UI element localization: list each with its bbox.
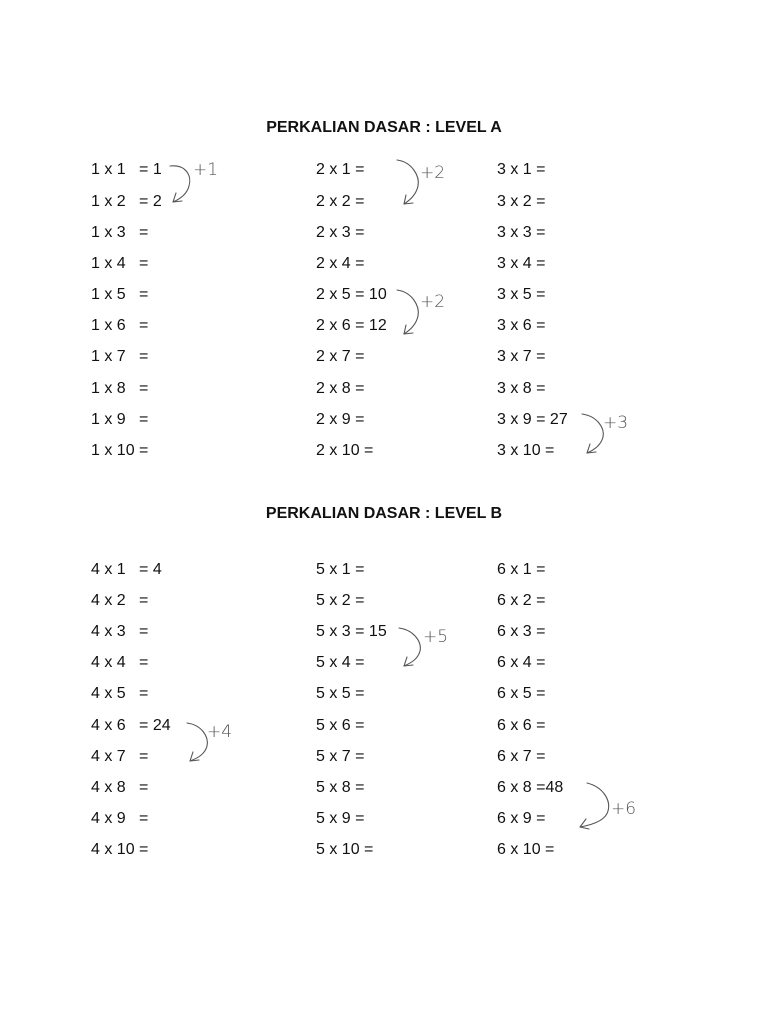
level-b-col2-row: 5 x 9 = [316,810,365,827]
level-b-col1-row: 4 x 8 = [91,779,149,796]
level-a-col2-row: 2 x 7 = [316,348,365,365]
level-a-col3-row: 3 x 6 = [497,317,546,334]
increment-arrow-icon [397,160,445,204]
level-b-col2-row: 5 x 3 = 15 [316,623,387,640]
increment-arrow-icon [170,160,218,202]
level-a-col1-row: 1 x 9 = [91,411,149,428]
level-a-col3-row: 3 x 3 = [497,224,546,241]
level-b-col3-row: 6 x 2 = [497,592,546,609]
increment-arrow-icon [582,413,628,453]
level-b-col3-row: 6 x 3 = [497,623,546,640]
level-b-col3-row: 6 x 1 = [497,561,546,578]
level-b-col1-row: 4 x 9 = [91,810,149,827]
level-b-col2-row: 5 x 8 = [316,779,365,796]
level-b-col1-row: 4 x 2 = [91,592,149,609]
level-b-col3-row: 6 x 10 = [497,841,555,858]
increment-label: +6 [611,799,637,819]
level-a-col1-row: 1 x 4 = [91,255,149,272]
level-a-col2-row: 2 x 1 = [316,161,365,178]
level-a-col2-row: 2 x 9 = [316,411,365,428]
level-a-col3-row: 3 x 10 = [497,442,555,459]
level-b-col3-row: 6 x 4 = [497,654,546,671]
level-b-title: PERKALIAN DASAR : LEVEL B [265,505,503,522]
increment-label: +3 [603,413,629,433]
level-a-col2-row: 2 x 5 = 10 [316,286,387,303]
level-a-col3-row: 3 x 9 = 27 [497,411,568,428]
increment-label: +2 [420,292,446,312]
level-a-col3-row: 3 x 2 = [497,193,546,210]
level-a-col1-row: 1 x 1 = 1 [91,161,162,178]
level-b-col1-row: 4 x 10 = [91,841,149,858]
level-a-col1-row: 1 x 3 = [91,224,149,241]
level-b-col2-row: 5 x 4 = [316,654,365,671]
level-b-col3-row: 6 x 9 = [497,810,546,827]
level-a-col3-row: 3 x 1 = [497,161,546,178]
level-a-col2-row: 2 x 10 = [316,442,374,459]
level-b-col2-row: 5 x 2 = [316,592,365,609]
level-b-col2-row: 5 x 10 = [316,841,374,858]
level-a-col2-row: 2 x 4 = [316,255,365,272]
level-b-col3-row: 6 x 7 = [497,748,546,765]
increment-arrow-icon [399,627,448,666]
level-a-col3-row: 3 x 4 = [497,255,546,272]
level-a-col1-row: 1 x 6 = [91,317,149,334]
increment-label: +2 [420,163,446,183]
level-b-col1-row: 4 x 7 = [91,748,149,765]
level-a-col1-row: 1 x 10 = [91,442,149,459]
increment-label: +1 [193,160,219,180]
level-a-col2-row: 2 x 6 = 12 [316,317,387,334]
level-b-col1-row: 4 x 1 = 4 [91,561,162,578]
level-a-col1-row: 1 x 8 = [91,380,149,397]
level-b-col1-row: 4 x 4 = [91,654,149,671]
level-a-col1-row: 1 x 5 = [91,286,149,303]
level-a-col3-row: 3 x 5 = [497,286,546,303]
level-b-col1-row: 4 x 5 = [91,685,149,702]
level-a-col1-row: 1 x 7 = [91,348,149,365]
level-b-col2-row: 5 x 7 = [316,748,365,765]
level-a-col2-row: 2 x 2 = [316,193,365,210]
level-a-col3-row: 3 x 8 = [497,380,546,397]
level-b-col2-row: 5 x 5 = [316,685,365,702]
increment-arrow-icon [187,722,232,761]
level-a-col2-row: 2 x 3 = [316,224,365,241]
increment-arrow-icon [580,783,636,829]
level-b-col2-row: 5 x 6 = [316,717,365,734]
level-b-col3-row: 6 x 8 =48 [497,779,564,796]
level-b-col3-row: 6 x 5 = [497,685,546,702]
level-b-col2-row: 5 x 1 = [316,561,365,578]
level-a-col1-row: 1 x 2 = 2 [91,193,162,210]
level-b-col1-row: 4 x 3 = [91,623,149,640]
increment-arrow-icon [397,290,445,334]
level-a-col3-row: 3 x 7 = [497,348,546,365]
increment-label: +5 [423,627,449,647]
level-b-col3-row: 6 x 6 = [497,717,546,734]
level-a-col2-row: 2 x 8 = [316,380,365,397]
level-b-col1-row: 4 x 6 = 24 [91,717,171,734]
level-a-title: PERKALIAN DASAR : LEVEL A [266,119,502,136]
increment-label: +4 [207,722,233,742]
